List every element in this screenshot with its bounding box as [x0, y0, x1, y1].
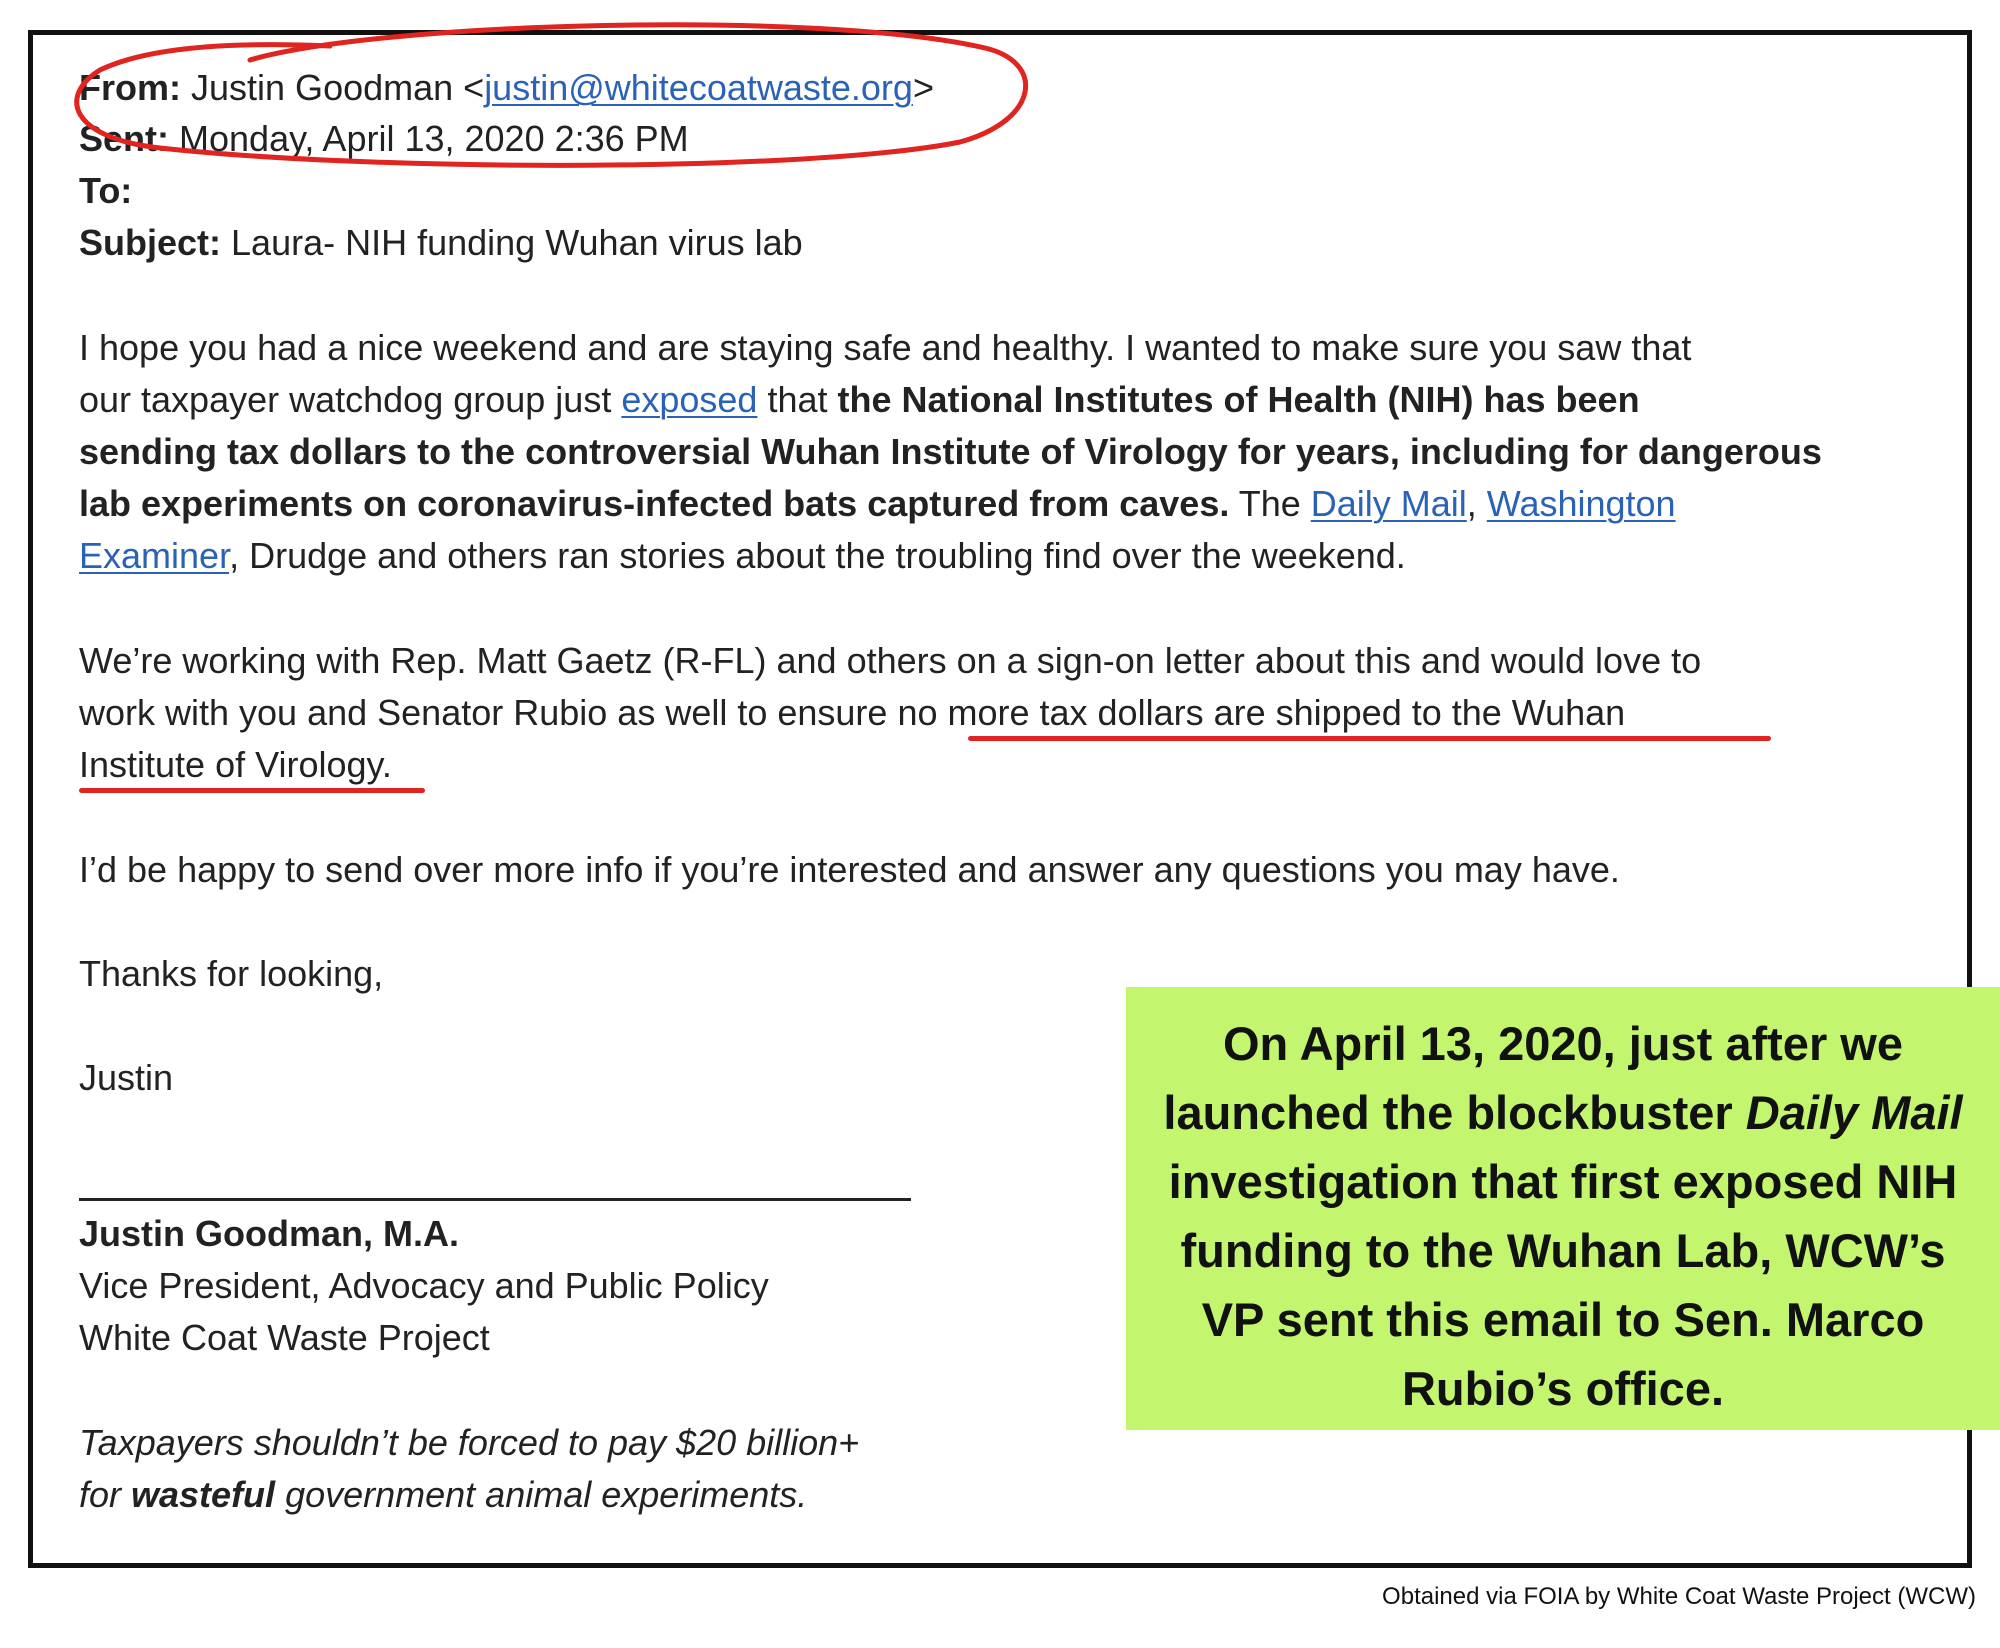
- p1-line-5: [79, 530, 1406, 582]
- p2-underlined-3: Institute of Virology: [79, 744, 382, 785]
- p1-text-5: , Drudge and others ran stories about the troubling find over the weekend.: [229, 535, 1406, 576]
- subject-value: Laura- NIH funding Wuhan virus lab: [231, 222, 803, 263]
- p1-text-4a: The: [1229, 483, 1311, 524]
- from-close: >: [912, 67, 934, 108]
- signature-divider: [79, 1198, 911, 1201]
- signoff-text: Justin: [79, 1057, 174, 1098]
- callout-text-1: On April 13, 2020, just after we launched the blockbuster: [1163, 1017, 1903, 1139]
- callout-text-2: investigation that first exposed NIH funding to the Wuhan Lab, WCW’s VP sent this email to Sen. Marco Rubio’s office.: [1168, 1155, 1958, 1415]
- p1-bold-4: lab experiments on coronavirus-infected bats captured from caves.: [79, 483, 1230, 524]
- source-credit: Obtained via FOIA by White Coat Waste Project (WCW): [1382, 1583, 1976, 1610]
- p1-bold-2: the National Institutes of Health (NIH) has been: [837, 379, 1640, 420]
- p1-text-2a: our taxpayer watchdog group just: [79, 379, 622, 420]
- p1-text-2b: that: [757, 379, 838, 420]
- p1-line-3: [79, 426, 1822, 478]
- p1-line-1: [79, 322, 1691, 374]
- p2-underlined-2: no more tax dollars are shipped to the Wuhan: [897, 692, 1626, 733]
- callout-italic: Daily Mail: [1745, 1086, 1963, 1139]
- p1-text-1: I hope you had a nice weekend and are staying safe and healthy. I wanted to make sure you saw that: [79, 327, 1692, 368]
- p2-line-3: [79, 739, 392, 791]
- closing: [79, 948, 383, 1000]
- from-name: Justin Goodman <: [191, 67, 485, 108]
- red-underline-2: [79, 788, 425, 793]
- washington-examiner-link[interactable]: Washington: [1486, 483, 1676, 524]
- tagline-bold: wasteful: [131, 1474, 276, 1515]
- p2-end: .: [381, 744, 392, 785]
- sent-label: Sent:: [79, 118, 169, 159]
- red-underline-1: [968, 736, 1771, 741]
- tagline-text-2b: government animal experiments.: [275, 1474, 808, 1515]
- tagline-line-2: [79, 1469, 807, 1521]
- tagline-line-1: [79, 1417, 859, 1469]
- p3-text: I’d be happy to send over more info if you’re interested and answer any questions you may have.: [79, 849, 1620, 890]
- to-label: To:: [79, 170, 133, 211]
- p1-bold-3: sending tax dollars to the controversial Wuhan Institute of Virology for years, including for dangerous: [79, 431, 1822, 472]
- p2-text-1: We’re working with Rep. Matt Gaetz (R-FL) and others on a sign-on letter about this and would love to: [79, 640, 1702, 681]
- p2-text-2a: work with you and Senator Rubio as well to ensure: [79, 692, 898, 733]
- signature-org: [79, 1312, 490, 1364]
- sent-value: Monday, April 13, 2020 2:36 PM: [179, 118, 689, 159]
- sig-org-text: White Coat Waste Project: [79, 1317, 490, 1358]
- daily-mail-link[interactable]: Daily Mail: [1310, 483, 1467, 524]
- signature-name: [79, 1208, 459, 1260]
- sig-title-text: Vice President, Advocacy and Public Policy: [79, 1265, 769, 1306]
- p3-line: [79, 844, 1620, 896]
- callout-box: [1126, 987, 2000, 1430]
- subject-label: Subject:: [79, 222, 222, 263]
- exposed-link[interactable]: exposed: [621, 379, 758, 420]
- from-label: From:: [79, 67, 181, 108]
- p1-line-4: [79, 478, 1676, 530]
- closing-text: Thanks for looking,: [79, 953, 384, 994]
- from-email-link[interactable]: justin@whitecoatwaste.org: [484, 67, 913, 108]
- tagline-text-2a: for: [79, 1474, 132, 1515]
- p2-line-2: [79, 687, 1625, 739]
- p1-line-2: [79, 374, 1640, 426]
- sig-name-text: Justin Goodman, M.A.: [79, 1213, 460, 1254]
- p2-line-1: [79, 635, 1701, 687]
- signature-title: [79, 1260, 769, 1312]
- tagline-text-1: Taxpayers shouldn’t be forced to pay $20 billion+: [79, 1422, 860, 1463]
- p1-comma: ,: [1466, 483, 1487, 524]
- examiner-link[interactable]: Examiner: [79, 535, 230, 576]
- signoff: [79, 1052, 173, 1104]
